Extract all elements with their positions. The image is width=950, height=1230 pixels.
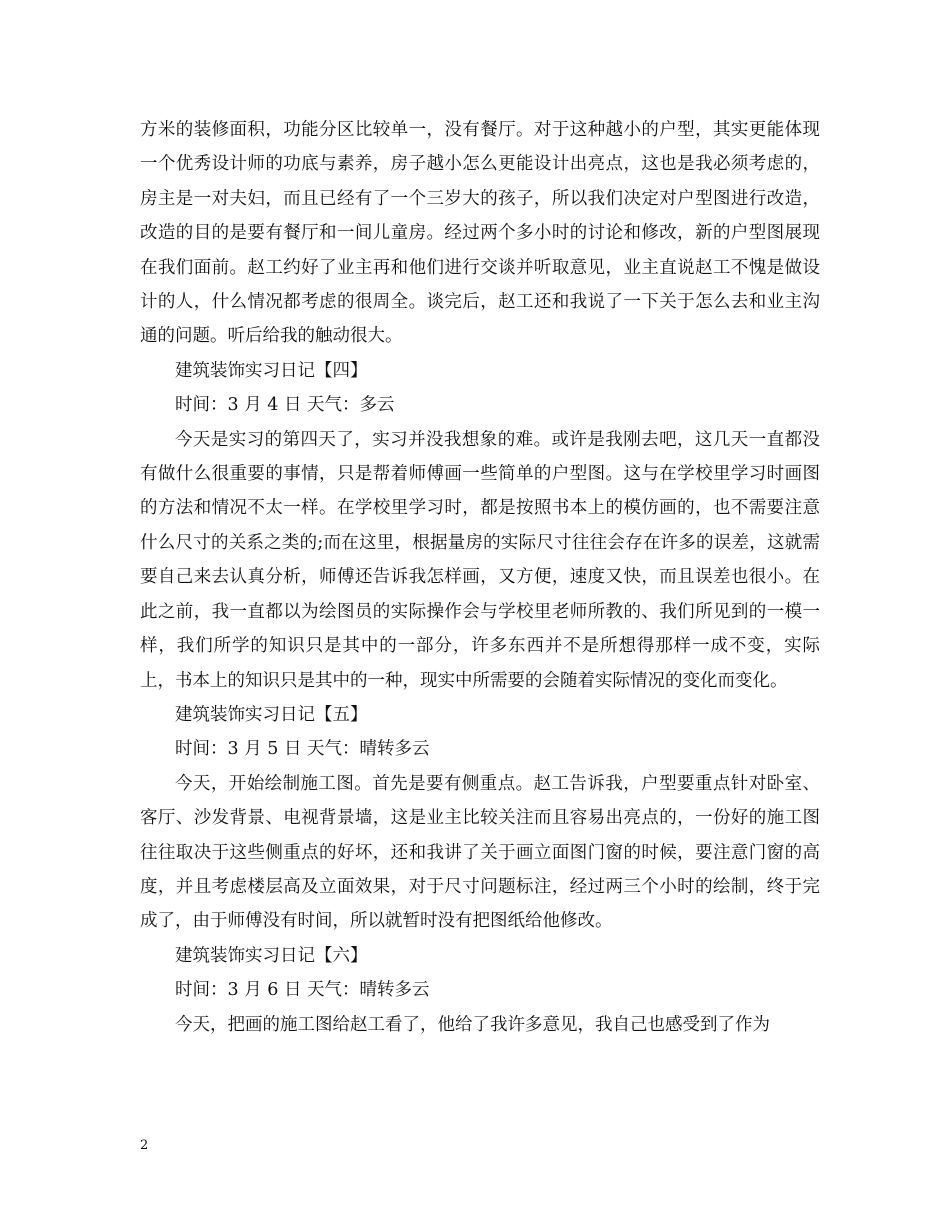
section-heading-6: 建筑装饰实习日记【六】	[175, 945, 368, 966]
paragraph-continuation: 方米的装修面积，功能分区比较单一，没有餐厅。对于这种越小的户型，其实更能体现一个优秀设计师的功底与素养，房子越小怎么更能设计出亮点，这也是我必须考虑的，房主是一对夫妇，而且已经有了一个三岁大的孩子，所以我们决定对户型图进行改造，改造的目的是要有餐厅和一间儿童房。经过两个多小时的讨论和修改，新的户型图展现在我们面前。赵工约好了业主再和他们进行交谈并听取意见，业主直说赵工不愧是做设计的人，什么情况都考虑的很周全。谈完后，赵工还和我说了一下关于怎么去和业主沟通的问题。听后给我的触动很大。	[140, 120, 820, 347]
paragraph-day-4: 今天是实习的第四天了，实习并没我想象的难。或许是我刚去吧，这几天一直都没有做什么很重要的事情，只是帮着师傅画一些简单的户型图。这与在学校里学习时画图的方法和情况不太一样。在学校里学习时，都是按照书本上的模仿画的，也不需要注意什么尺寸的关系之类的;而在这里，根据量房的实际尺寸往往会存在许多的误差，这就需要自己来去认真分析，师傅还告诉我怎样画，又方便，速度又快，而且误差也很小。在此之前，我一直都以为绘图员的实际操作会与学校里老师所教的、我们所见到的一模一样，我们所学的知识只是其中的一部分，许多东西并不是所想得那样一成不变，实际上，书本上的知识只是其中的一种，现实中所需要的会随着实际情况的变化而变化。	[140, 429, 820, 691]
date-weather-line-5: 时间：3 月 5 日 天气：晴转多云	[175, 739, 430, 760]
date-weather-line-4: 时间：3 月 4 日 天气：多云	[175, 395, 395, 416]
paragraph-day-5: 今天，开始绘制施工图。首先是要有侧重点。赵工告诉我，户型要重点针对卧室、客厅、沙发背景、电视背景墙，这是业主比较关注而且容易出亮点的，一份好的施工图往往取决于这些侧重点的好坏，还和我讲了关于画立面图门窗的时候，要注意门窗的高度，并且考虑楼层高及立面效果，对于尺寸问题标注，经过两三个小时的绘制，终于完成了，由于师傅没有时间，所以就暂时没有把图纸给他修改。	[140, 773, 820, 932]
section-heading-5: 建筑装饰实习日记【五】	[175, 704, 368, 725]
body-text	[140, 113, 820, 1042]
page-number: 2	[140, 1138, 149, 1153]
date-weather-line-6: 时间：3 月 6 日 天气：晴转多云	[175, 980, 430, 1001]
paragraph-day-6: 今天，把画的施工图给赵工看了，他给了我许多意见，我自己也感受到了作为	[175, 1014, 770, 1035]
section-heading-4: 建筑装饰实习日记【四】	[175, 360, 368, 381]
